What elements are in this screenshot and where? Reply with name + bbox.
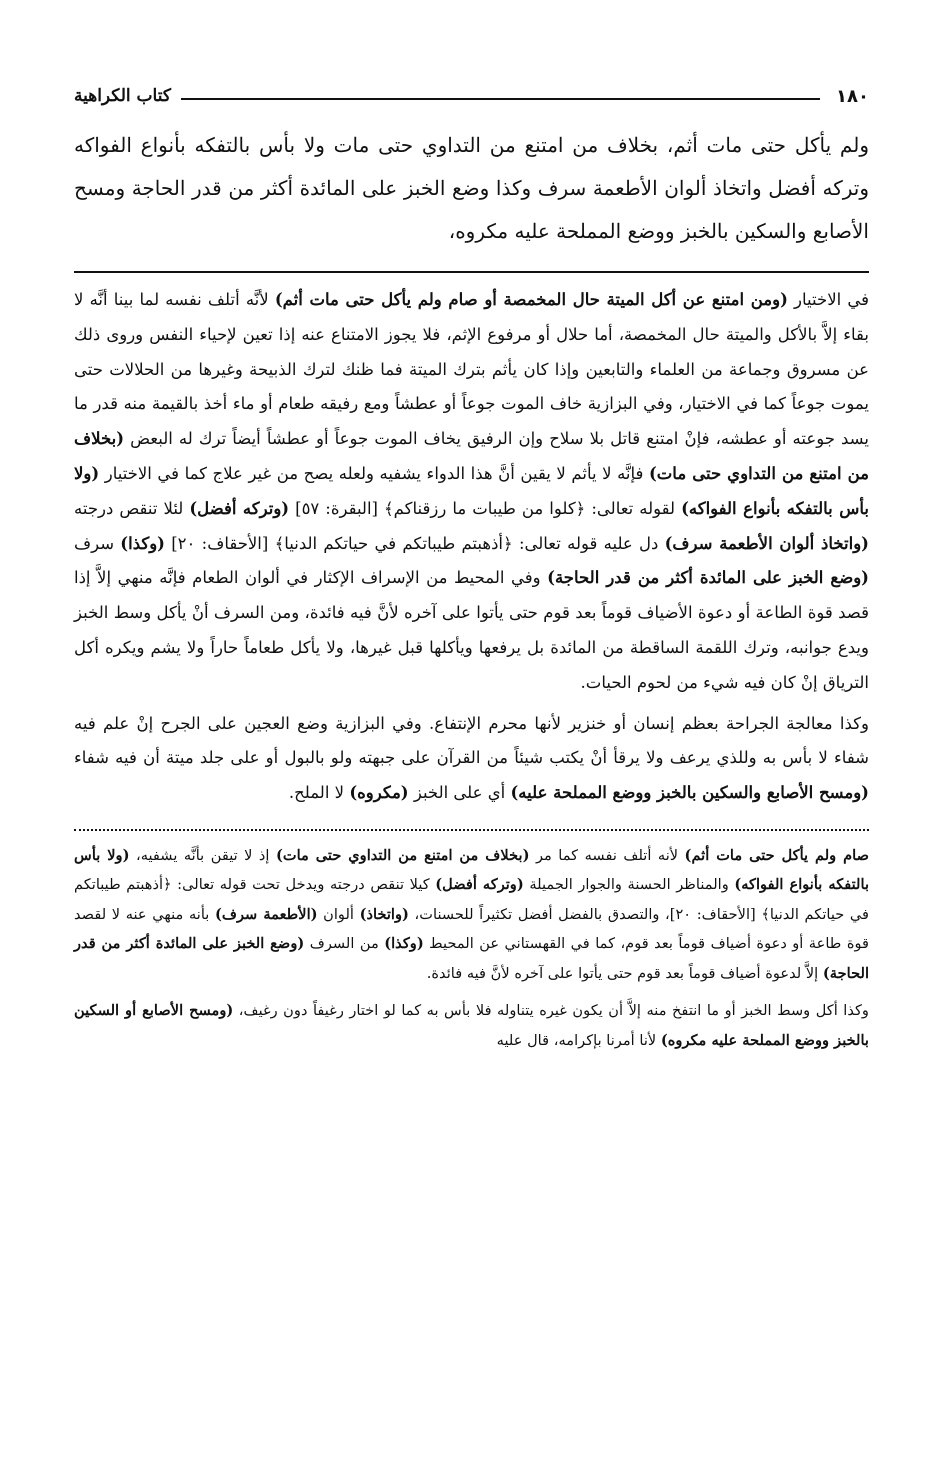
commentary-quote: (وتركه أفضل)	[189, 498, 290, 518]
gloss-text: لأنا أمرنا بإكرامه، قال عليه	[496, 1031, 661, 1049]
gloss-quote: (وضع الخبز على المائدة أكثر من قدر الحاجة)	[74, 935, 869, 982]
commentary-quote: (وكذا)	[120, 533, 165, 553]
commentary	[74, 283, 869, 811]
commentary-paragraph-1	[74, 283, 869, 701]
gloss-quote: (ولا بأس بالتفكه بأنواع الفواكه)	[74, 846, 870, 894]
gloss-text: لأنه أتلف نفسه كما مر	[529, 846, 685, 864]
gloss-text: إذ لا تيقن بأنَّه يشفيه،	[129, 846, 276, 864]
gloss-text: إلاَّ لدعوة أضياف قوماً بعد قوم حتى يأتوا على آخره لأنَّ فيه فائدة.	[426, 964, 823, 982]
gloss-divider	[74, 829, 869, 831]
commentary-text: فإنَّه لا يأثم لا يقين أنَّ هذا الدواء يشفيه ولعله يصح من غير علاج كما في الاختيار	[99, 463, 649, 483]
commentary-quote: (ومن امتنع عن أكل الميتة حال المخمصة أو صام ولم يأكل حتى مات أثم)	[274, 290, 788, 309]
commentary-divider	[74, 271, 869, 273]
commentary-text: لئلا تنقص درجته	[74, 498, 190, 518]
gloss-text: كيلا تنقص درجته ويدخل تحت قوله تعالى: ﴿أذهبتم طيباتكم في حياتكم الدنيا﴾ [الأحقاف: ٢٠]، والتصدق بالفضل أفضل تكثيراً للحسنات،	[74, 876, 870, 923]
commentary-quote: (وضع الخبز على المائدة أكثر من قدر الحاجة)	[547, 568, 869, 588]
gloss-quote: (وكذا)	[384, 935, 424, 953]
gloss-paragraph-2	[74, 996, 869, 1055]
gloss-quote: (الأطعمة سرف)	[214, 905, 318, 923]
book-title: كتاب الكراهية	[74, 86, 171, 106]
commentary-text: لقوله تعالى: ﴿كلوا من طيبات ما رزقناكم﴾ [البقرة: ٥٧]	[289, 498, 682, 518]
commentary-quote: (بخلاف من امتنع من التداوي حتى مات)	[74, 429, 869, 483]
header-rule	[181, 98, 820, 100]
commentary-text: وفي المحيط من الإسراف الإكثار في ألوان الطعام فإنَّه منهي إلاَّ إذا قصد قوة الطاعة أو دعوة الأضياف قوماً بعد قوم حتى يأتوا على آخره لأنَّ فيه فائدة، ومن السرف أنْ يأكل وسط الخبز ويدع جوانبه، وترك اللقمة الساقطة من المائدة بل يرفعها ويأكلها قبل غيرها، ولا يأكل طعاماً حاراً ولا يشم ويكره أكل الترياق إنْ كان فيه شيء من لحوم الحيات.	[74, 568, 869, 692]
gloss-paragraph-1	[74, 841, 869, 989]
gloss-text: ألوان	[317, 905, 360, 923]
gloss-text: بأنه منهي عنه لا لقصد قوة طاعة أو دعوة أضياف قوماً بعد قوم، كما في القهستاني عن المحيط	[74, 905, 869, 953]
gloss-quote: (ومسح الأصابع أو السكين بالخبز ووضع المملحة عليه مكروه)	[74, 1002, 869, 1049]
commentary-quote: (ولا بأس بالتفكه بأنواع الفواكه)	[74, 463, 870, 518]
gloss-text: والمناظر الحسنة والجوار الجميلة	[523, 876, 735, 894]
main-text	[74, 124, 869, 253]
running-header	[74, 78, 869, 114]
commentary-text: أي على الخبز	[408, 783, 511, 803]
commentary-text: في الاختيار	[787, 290, 870, 309]
commentary-paragraph-2	[74, 707, 869, 811]
gloss-quote: (بخلاف من امتنع من التداوي حتى مات)	[275, 846, 530, 864]
commentary-text: سرف	[74, 533, 121, 553]
gloss-quote: صام ولم يأكل حتى مات أثم)	[684, 846, 869, 864]
gloss-text: من السرف	[304, 935, 385, 953]
commentary-text: لا الملح.	[288, 783, 350, 803]
commentary-quote: (واتخاذ ألوان الأطعمة سرف)	[664, 533, 869, 553]
commentary-text: لأنَّه أتلف نفسه لما بينا أنَّه لا بقاء إلاَّ بالأكل والميتة حال المخمصة، أما حلال أو مرفوع الإثم، فلا يجوز الامتناع عنه إذا تعين لإحياء النفس وروى ذلك عن مسروق وجماعة من العلماء والتابعين وإذا كان يأثم بترك الميتة فما ظنك لترك الذبيحة وغيرها من الحلالات حتى يموت جوعاً كما في الاختيار، وفي البزازية خاف الموت جوعاً أو عطشاً ومع رفيقه طعام أو ماء أخذ بالقيمة منه قدر ما يسد جوعته أو عطشه، فإنْ امتنع قاتل بلا سلاح وإن الرفيق يخاف الموت جوعاً أو عطشاً أيضاً ترك له البعض	[74, 290, 869, 449]
book-page	[74, 78, 869, 1438]
page-number: ١٨٠	[836, 85, 869, 107]
commentary-text: وكذا معالجة الجراحة بعظم إنسان أو خنزير لأنها محرم الإنتفاع. وفي البزازية وضع العجين على الجرح إنْ علم فيه شفاء لا بأس به وللذي يرعف ولا يرقأ أنْ يكتب شيئاً من القرآن على جبهته ولو بالبول أو على جلد ميتة أن فيه شفاء	[74, 713, 869, 768]
gloss-quote: (وتركه أفضل)	[435, 876, 524, 894]
commentary-quote: (ومسح الأصابع والسكين بالخبز ووضع المملحة عليه)	[510, 783, 869, 803]
main-text-paragraph: ولم يأكل حتى مات أثم، بخلاف من امتنع من التداوي حتى مات ولا بأس بالتفكه بأنواع الفواكه وتركه أفضل واتخاذ ألوان الأطعمة سرف وكذا وضع الخبز على المائدة أكثر من قدر الحاجة ومسح الأصابع والسكين بالخبز ووضع المملحة عليه مكروه،	[74, 133, 869, 243]
gloss-quote: (واتخاذ)	[359, 905, 409, 923]
commentary-quote: (مكروه)	[349, 783, 409, 803]
gloss	[74, 841, 869, 1056]
gloss-text: وكذا أكل وسط الخبز أو ما انتفخ منه إلاَّ أن يكون غيره يتناوله فلا بأس به كما لو اختار رغيفاً دون رغيف،	[233, 1002, 869, 1020]
commentary-text: دل عليه قوله تعالى: ﴿أذهبتم طيباتكم في حياتكم الدنيا﴾ [الأحقاف: ٢٠]	[164, 533, 665, 553]
